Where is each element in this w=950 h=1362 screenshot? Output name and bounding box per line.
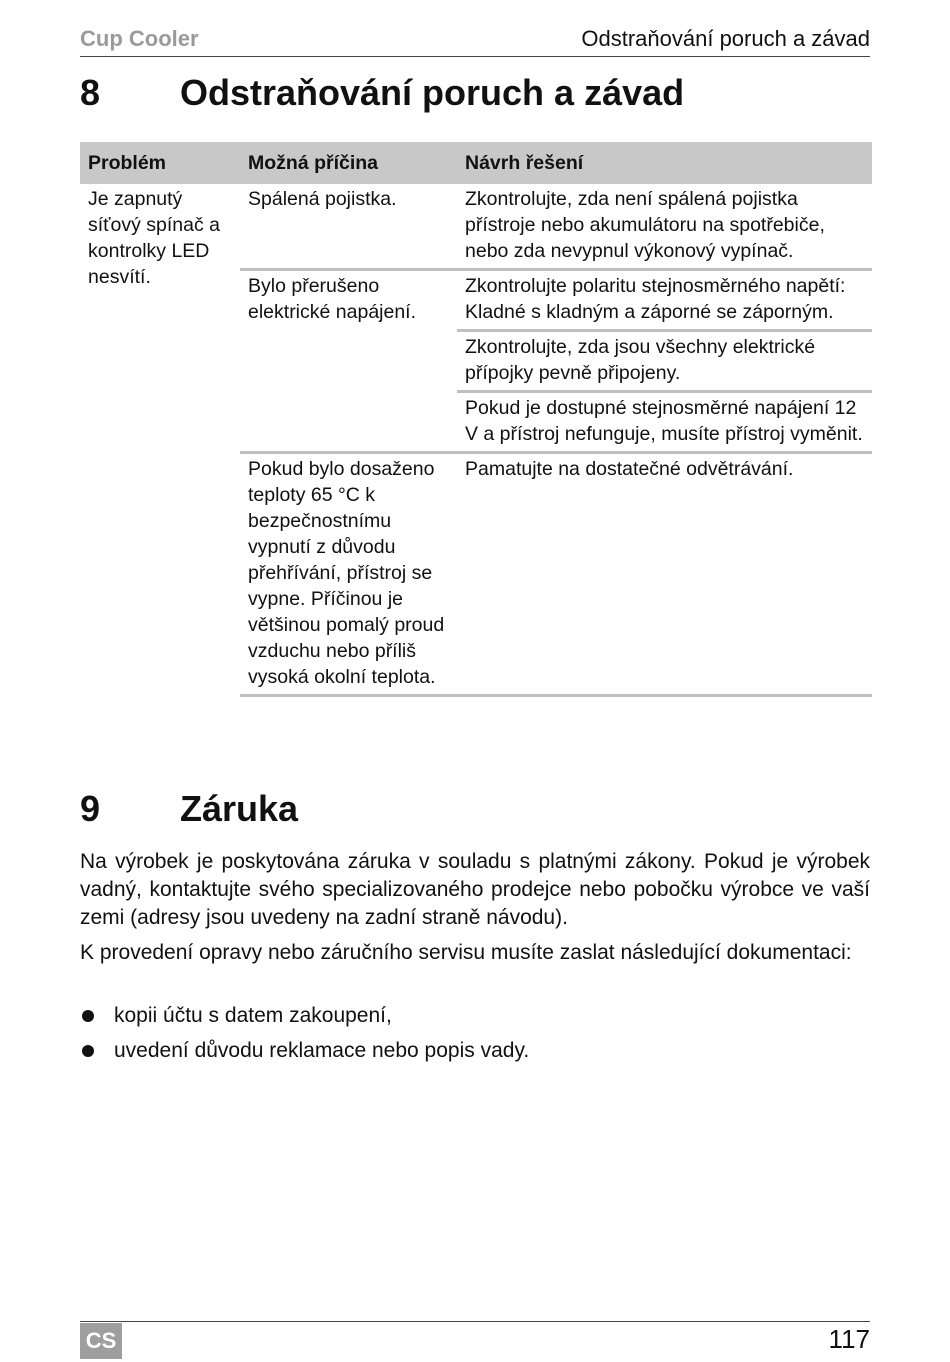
page-number: 117 <box>828 1324 870 1354</box>
section-9-number: 9 <box>80 788 101 829</box>
footer-divider <box>80 1321 870 1322</box>
cause-cell: Pokud bylo dosaženo teploty 65 °C k bezpečnostnímu vypnutí z důvodu přehřívání, přístroj se vypne. Příčinou je většinou pomalý proud vzduchu nebo příliš vysoká okolní teplota. <box>240 453 457 696</box>
list-item <box>80 1002 870 1030</box>
documents-paragraph: K provedení opravy nebo záručního servisu musíte zaslat následující dokumentaci: <box>80 941 852 964</box>
chapter-title: Odstraňování poruch a závad <box>581 26 870 51</box>
solution-cell: Pamatujte na dostatečné odvětrávání. <box>457 453 872 696</box>
column-header-solution: Návrh řešení <box>457 142 872 184</box>
solution-cell: Pokud je dostupné stejnosměrné napájení 12 V a přístroj nefunguje, musíte přístroj vyměnit. <box>457 392 872 453</box>
cause-cell: Bylo přerušeno elektrické napájení. <box>240 270 457 453</box>
solution-cell: Zkontrolujte, zda není spálená pojistka přístroje nebo akumulátoru na spotřebiče, nebo zda nevypnul výkonový vypínač. <box>457 184 872 270</box>
section-9-heading <box>80 788 870 832</box>
column-header-cause: Možná příčina <box>240 142 457 184</box>
troubleshooting-table <box>80 142 872 697</box>
page-header <box>80 26 870 57</box>
table-row <box>80 184 872 270</box>
column-header-problem: Problém <box>80 142 240 184</box>
bullet-icon <box>82 1010 94 1022</box>
product-name: Cup Cooler <box>80 26 199 51</box>
section-9-title: Záruka <box>180 788 299 829</box>
section-8-number: 8 <box>80 72 101 113</box>
section-8-heading <box>80 72 870 116</box>
solution-cell: Zkontrolujte, zda jsou všechny elektrické přípojky pevně připojeny. <box>457 331 872 392</box>
table-header-row <box>80 142 872 184</box>
list-item <box>80 1037 870 1065</box>
problem-cell: Je zapnutý síťový spínač a kontrolky LED nesvítí. <box>88 188 220 288</box>
list-item-text: kopii účtu s datem zakoupení, <box>114 1004 392 1027</box>
solution-cell: Zkontrolujte polaritu stejnosměrného napětí: Kladné s kladným a záporné se záporným. <box>457 270 872 331</box>
bullet-icon <box>82 1045 94 1057</box>
warranty-paragraph: Na výrobek je poskytována záruka v souladu s platnými zákony. Pokud je výrobek vadný, kontaktujte svého specializovaného prodejce nebo pobočku výrobce ve vaší zemi (adresy jsou uvedeny na zadní straně návodu). <box>80 850 870 929</box>
cause-cell: Spálená pojistka. <box>240 184 457 270</box>
language-badge: CS <box>80 1323 122 1359</box>
documents-list <box>80 1002 870 1072</box>
list-item-text: uvedení důvodu reklamace nebo popis vady. <box>114 1039 530 1062</box>
section-8-title: Odstraňování poruch a závad <box>180 72 685 113</box>
